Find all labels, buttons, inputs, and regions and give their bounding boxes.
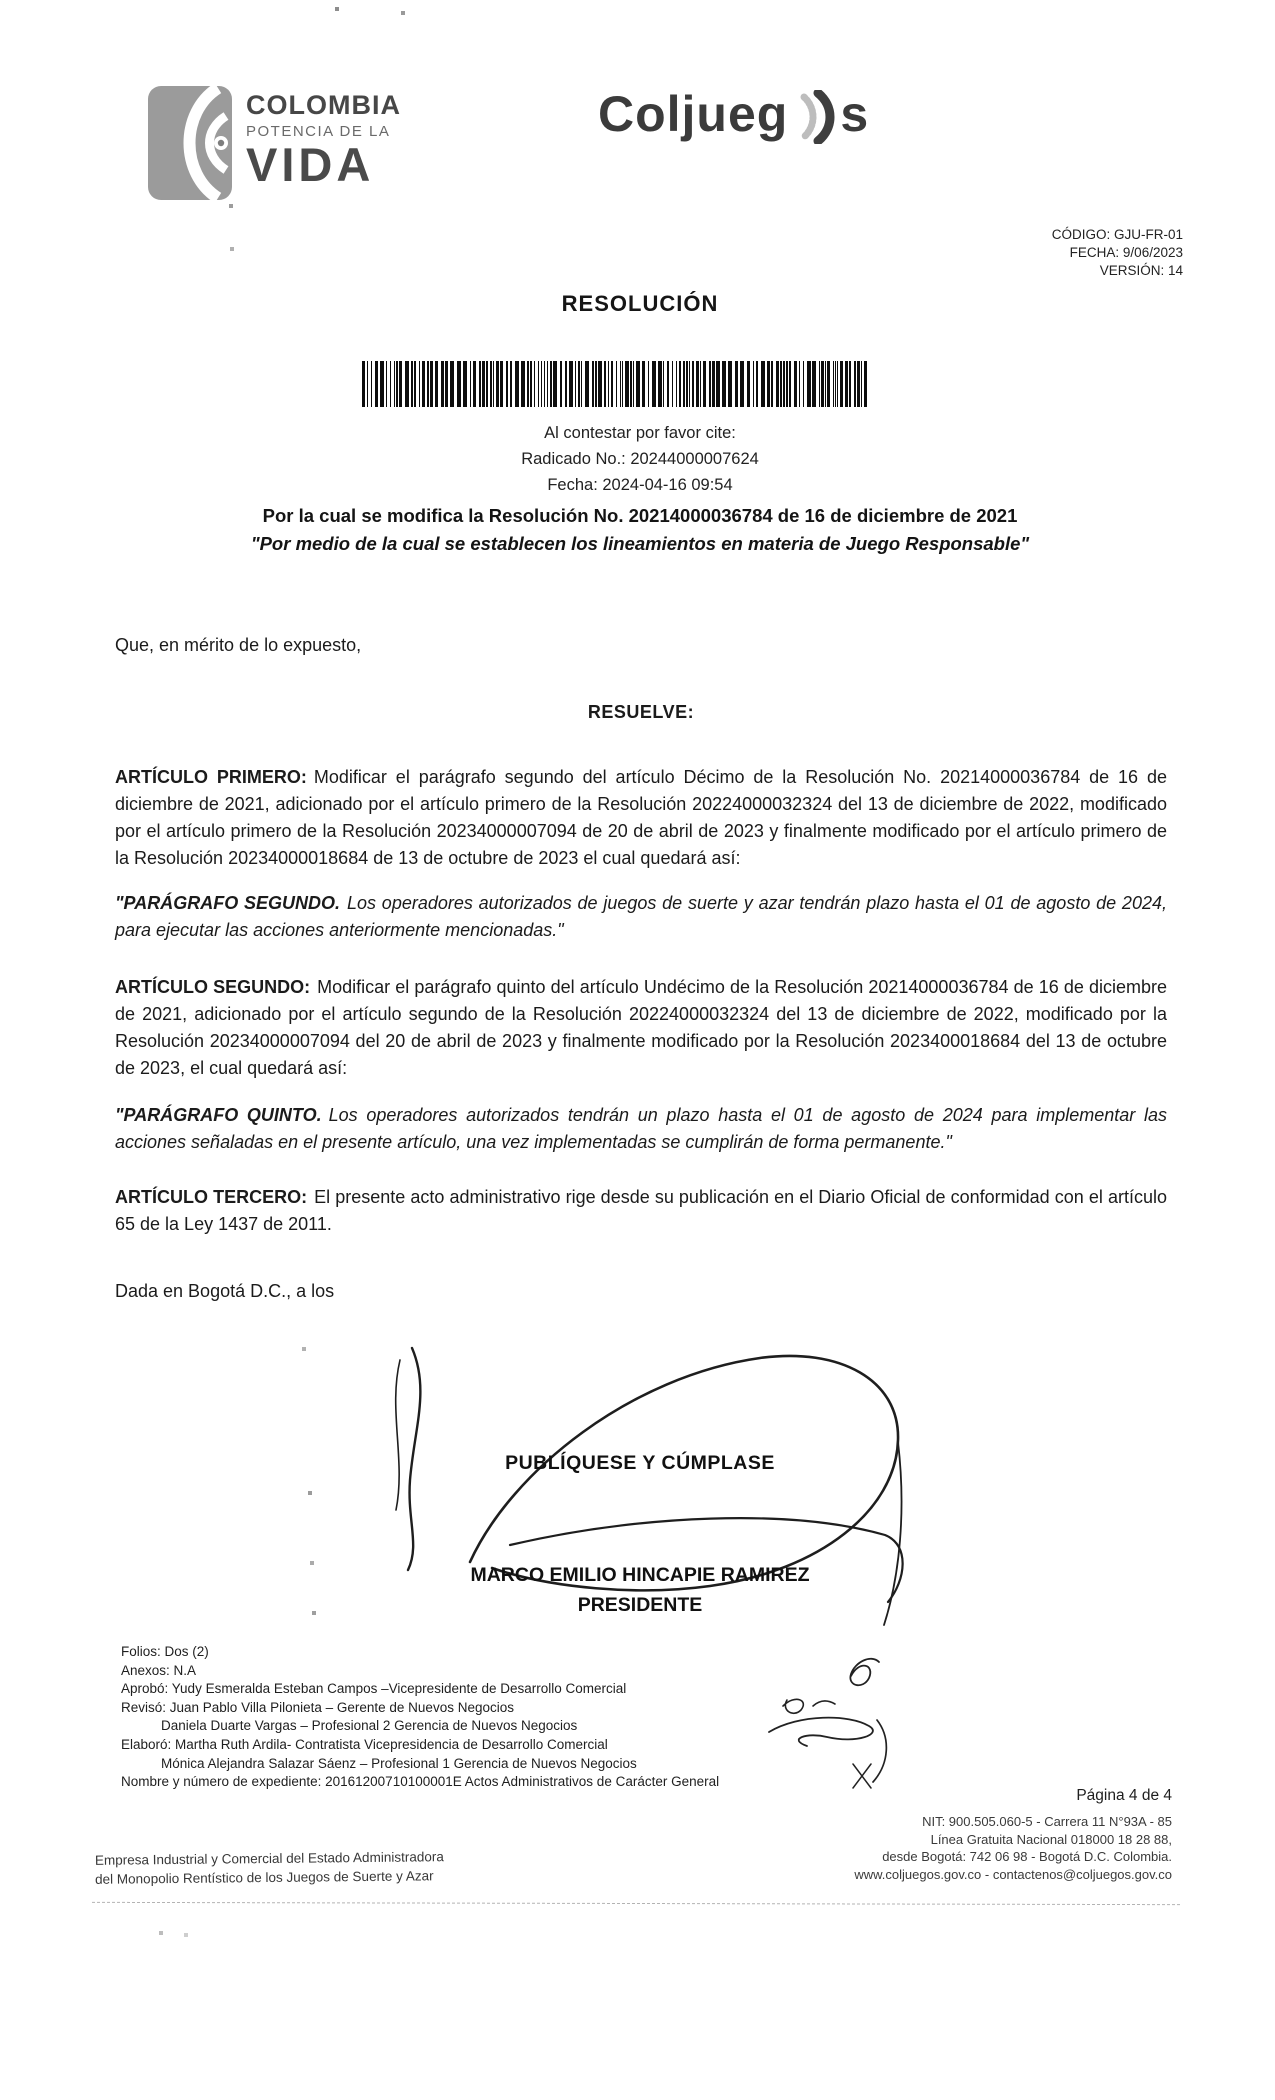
reviso-line: Revisó: Juan Pablo Villa Pilonieta – Gerente de Nuevos Negocios [121, 1699, 514, 1715]
cite-block [115, 420, 1165, 498]
footer-bogota: desde Bogotá: 742 06 98 - Bogotá D.C. Colombia. [882, 1849, 1172, 1864]
resolution-subject [115, 502, 1165, 558]
radicado-date: Fecha: 2024-04-16 09:54 [547, 476, 733, 494]
colombia-waves-icon [148, 84, 234, 202]
footer-web: www.coljuegos.gov.co - contactenos@coljuegos.gov.co [854, 1866, 1172, 1882]
aprobo-line: Aprobó: Yudy Esmeralda Esteban Campos –Vicepresidente de Desarrollo Comercial [121, 1681, 627, 1697]
reviso-line2: Daniela Duarte Vargas – Profesional 2 Gerencia de Nuevos Negocios [161, 1718, 578, 1734]
expediente-line: Nombre y número de expediente: 20161200710100001E Actos Administrativos de Carácter General [121, 1774, 720, 1790]
resolution-body [115, 632, 1167, 1305]
articulo-tercero [115, 1184, 1167, 1238]
version-value: VERSIÓN: 14 [1099, 263, 1183, 278]
colombia-logo-line1: COLOMBIA [246, 90, 401, 120]
coljuegos-logo-text-left: Coljueg [598, 86, 789, 142]
articulo-segundo [115, 974, 1167, 1082]
subject-line1: Por la cual se modifica la Resolución No. 20214000036784 de 16 de diciembre de 2021 [262, 505, 1018, 526]
paragrafo-quinto [115, 1102, 1167, 1156]
paragrafo-segundo-label: "PARÁGRAFO SEGUNDO. [115, 893, 340, 913]
page-number: Página 4 de 4 [1076, 1787, 1172, 1804]
intro-paragraph: Que, en mérito de lo expuesto, [115, 635, 362, 655]
footer-nit: NIT: 900.505.060-5 - Carrera 11 N°93A - 85 [922, 1814, 1172, 1829]
coljuegos-logo-text-right: s [840, 86, 870, 142]
paragrafo-segundo [115, 890, 1167, 944]
subject-line2: "Por medio de la cual se establecen los lineamientos en materia de Juego Responsable" [250, 533, 1030, 554]
colombia-logo-line3: VIDA [246, 138, 375, 191]
articulo-tercero-label: ARTÍCULO TERCERO: [115, 1187, 308, 1207]
signer-title: PRESIDENTE [577, 1594, 703, 1616]
articulo-segundo-text: Modificar el parágrafo quinto del artículo Undécimo de la Resolución 20214000036784 de 16 de diciembre de 2021, adicionado por el artículo segundo de la Resolución 20224000032324 del 13 de diciembre de 2022, modificado por la Resolución 20234000007094 del 20 de abril de 2023 y finalmente modificado por la Resolución 2023400018684 del 13 de octubre de 2023, el cual quedará así: [115, 977, 1167, 1078]
footer-linea: Línea Gratuita Nacional 018000 18 28 88, [930, 1831, 1172, 1847]
paragrafo-segundo-text: Los operadores autorizados de juegos de suerte y azar tendrán plazo hasta el 01 de agosto de 2024, para ejecutar las acciones anteriormente mencionadas." [115, 893, 1167, 940]
paragrafo-quinto-label: "PARÁGRAFO QUINTO. [115, 1105, 322, 1125]
resuelve-heading: RESUELVE: [587, 702, 695, 722]
articulo-primero-label: ARTÍCULO PRIMERO: [115, 767, 307, 787]
articulo-segundo-label: ARTÍCULO SEGUNDO: [115, 977, 311, 997]
anexos-line: Anexos: N.A [121, 1662, 197, 1678]
page-title: RESOLUCIÓN [561, 291, 719, 316]
coljuegos-logo [598, 84, 869, 144]
publiquese-heading: PUBLÍQUESE Y CÚMPLASE [505, 1452, 775, 1474]
articulo-primero-text: Modificar el parágrafo segundo del artículo Décimo de la Resolución No. 20214000036784 de 16 de diciembre de 2021, adicionado por el artículo primero de la Resolución 20224000032324 del 13 de diciembre de 2022, modificado por el artículo primero de la Resolución 20234000007094 de 20 de abril de 2023 y finalmente modificado por el artículo primero de la Resolución 20234000018684 de 13 de octubre de 2023 el cual quedará así: [115, 767, 1167, 868]
dada-line: Dada en Bogotá D.C., a los [115, 1281, 335, 1301]
codigo-value: CÓDIGO: GJU-FR-01 [1051, 227, 1183, 242]
signer-name: MARCO EMILIO HINCAPIE RAMIREZ [470, 1564, 810, 1586]
articulo-primero [115, 764, 1167, 872]
elaboro-line: Elaboró: Martha Ruth Ardila- Contratista Vicepresidencia de Desarrollo Comercial [121, 1736, 608, 1752]
signer-block [115, 1560, 1165, 1620]
cite-line: Al contestar por favor cite: [544, 424, 736, 442]
initials-scribbles [755, 1640, 915, 1800]
barcode-bars [362, 361, 867, 378]
articulo-tercero-text: El presente acto administrativo rige desde su publicación en el Diario Oficial de conformidad con el artículo 65 de la Ley 1437 de 2011. [115, 1187, 1167, 1234]
fecha-value: FECHA: 9/06/2023 [1069, 245, 1183, 260]
elaboro-line2: Mónica Alejandra Salazar Sáenz – Profesional 1 Gerencia de Nuevos Negocios [161, 1755, 637, 1771]
colombia-logo-line2: POTENCIA DE LA [246, 123, 391, 140]
footer-left-line1: Empresa Industrial y Comercial del Estado Administradora [94, 1849, 444, 1868]
coljuegos-o-icon [792, 90, 838, 144]
barcode [362, 361, 874, 407]
bottom-scan-line [92, 1902, 1180, 1905]
footer-left-line2: del Monopolio Rentístico de los Juegos de Suerte y Azar [95, 1868, 434, 1887]
approval-block [121, 1643, 719, 1792]
radicado-number: Radicado No.: 20244000007624 [521, 450, 759, 468]
scan-artifacts [0, 0, 2, 2]
paragrafo-quinto-text: Los operadores autorizados tendrán un plazo hasta el 01 de agosto de 2024 para implementar las acciones señaladas en el presente artículo, una vez implementadas se cumplirán de forma permanente." [115, 1105, 1167, 1152]
folios-line: Folios: Dos (2) [121, 1644, 209, 1659]
footer-right [854, 1813, 1172, 1883]
colombia-logo [148, 84, 401, 202]
footer-left [95, 1847, 444, 1889]
document-code-block [1052, 226, 1183, 280]
